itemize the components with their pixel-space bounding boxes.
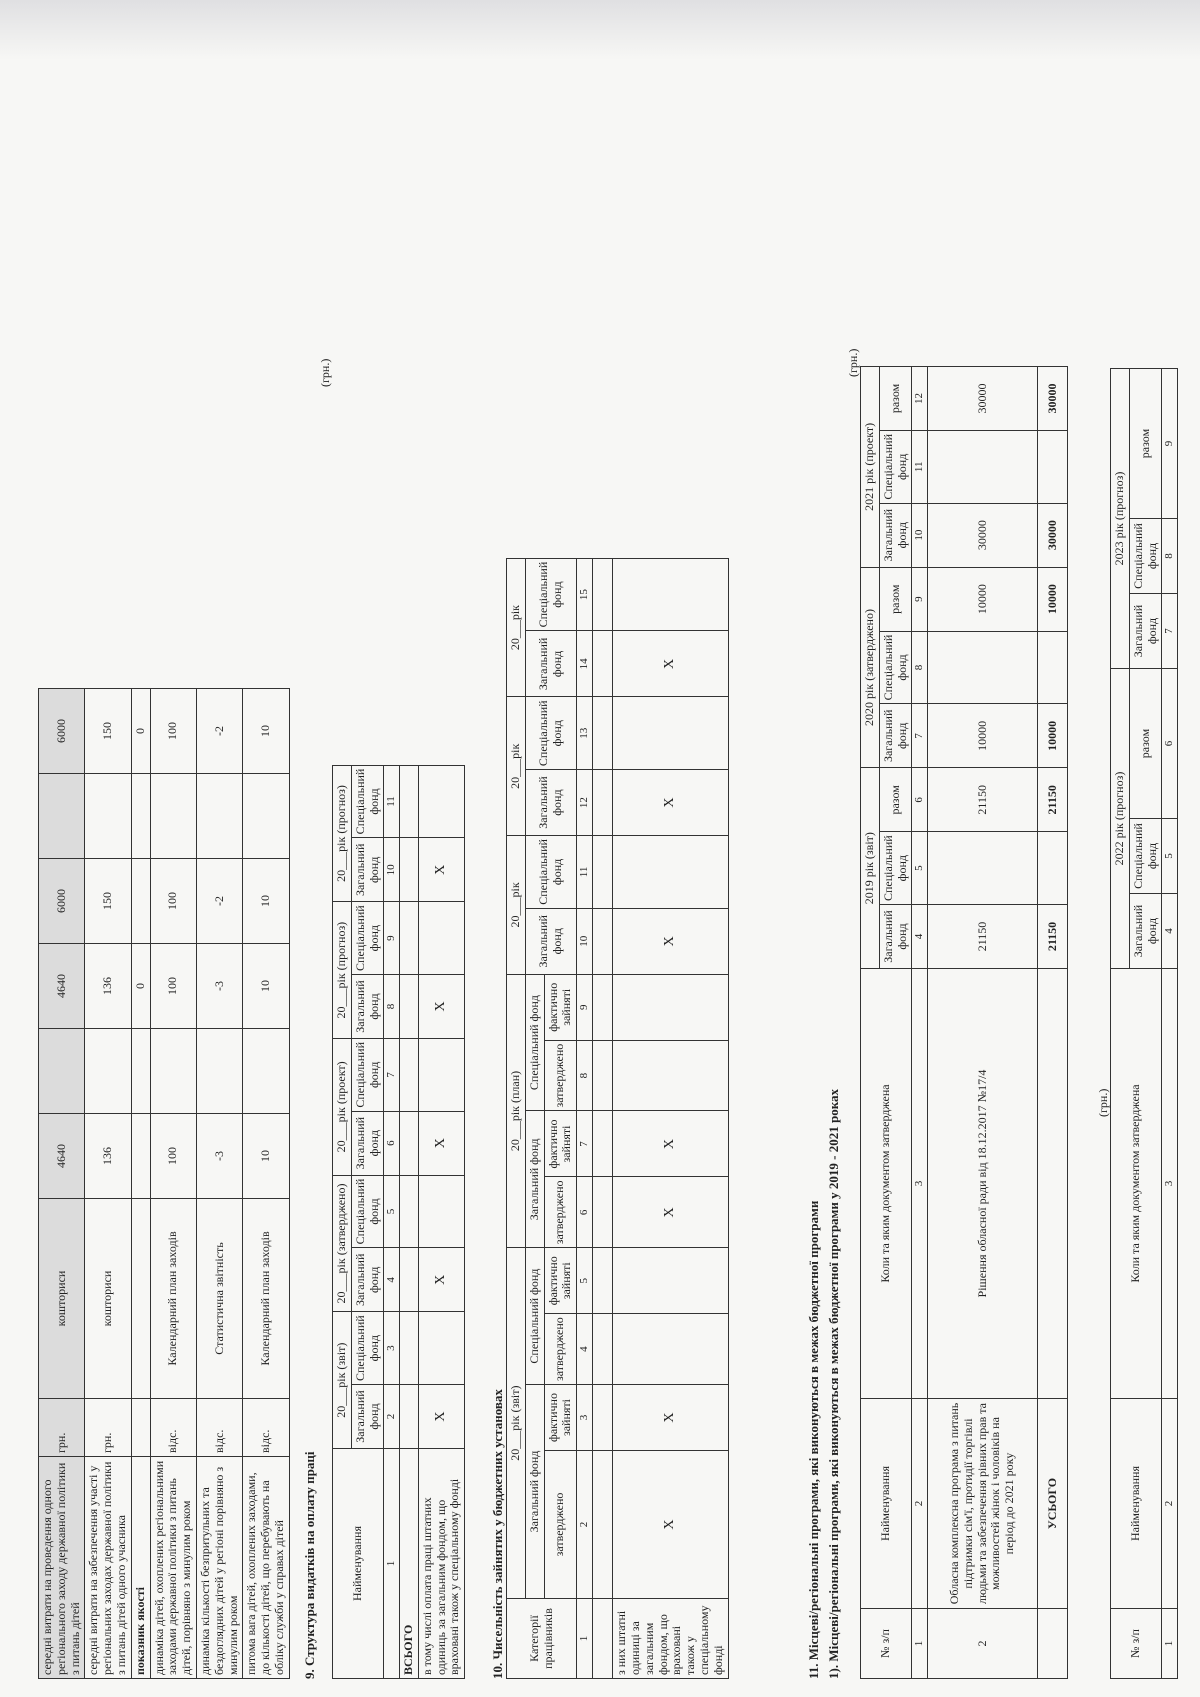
s9-gf: Загальний фонд bbox=[351, 1385, 384, 1449]
s11-value: 30000 bbox=[928, 366, 1038, 430]
indicator-name: динаміка кількості безпритульних та бездоглядних дітей у регіоні порівняно з минулим роком bbox=[196, 1457, 242, 1679]
s11-name: Найменування bbox=[861, 1399, 912, 1609]
s11-idx: 10 bbox=[912, 503, 928, 567]
s10-cross: X bbox=[612, 1385, 728, 1451]
s10-gf: Загальний фонд bbox=[525, 770, 576, 836]
indicator-row bbox=[131, 689, 150, 1679]
indicator-value bbox=[131, 1114, 150, 1199]
s9-idx: 9 bbox=[384, 902, 400, 975]
indicator-value bbox=[196, 1029, 242, 1114]
s9-sf: Спеціальний фонд bbox=[351, 765, 384, 838]
s11-sum: 21150 bbox=[1038, 905, 1068, 969]
s10-idx: 3 bbox=[577, 1385, 593, 1451]
indicator-value bbox=[85, 774, 131, 859]
s9-gf: Загальний фонд bbox=[351, 1111, 384, 1175]
s11-idx: 8 bbox=[912, 631, 928, 704]
indicator-value: 150 bbox=[85, 689, 131, 774]
s10-idx: 14 bbox=[577, 631, 593, 697]
s10-idx: 8 bbox=[577, 1040, 593, 1111]
s10-cross: X bbox=[612, 770, 728, 836]
s10-idx: 7 bbox=[577, 1111, 593, 1177]
s10-year: 20___рік bbox=[507, 836, 526, 975]
s10-year: 20___рік bbox=[507, 558, 526, 697]
s9-cross: X bbox=[418, 1111, 464, 1175]
s11-sum: 21150 bbox=[1038, 768, 1068, 832]
indicator-value: 0 bbox=[131, 689, 150, 774]
indicator-value bbox=[131, 859, 150, 944]
s10-sf: Спеціальний фонд bbox=[525, 974, 544, 1111]
indicator-row bbox=[243, 689, 289, 1679]
s11-sum bbox=[1038, 631, 1068, 704]
indicator-value: -2 bbox=[196, 689, 242, 774]
s11b-sf: Спеціальний фонд bbox=[1129, 819, 1162, 894]
s11-doc: Коли та яким документом затверджена bbox=[861, 969, 912, 1399]
s9-sf: Спеціальний фонд bbox=[351, 1312, 384, 1385]
s11-year: 2021 рік (проект) bbox=[861, 366, 880, 567]
s9-gf: Загальний фонд bbox=[351, 1248, 384, 1312]
s9-sf: Спеціальний фонд bbox=[351, 1175, 384, 1248]
s11b-gf: Загальний фонд bbox=[1129, 894, 1162, 969]
s9-row-desc: в тому числі оплата праці штатних одиниць за загальним фондом, що враховані також у спеціальному фонді bbox=[418, 1449, 464, 1679]
s9-cross: X bbox=[418, 838, 464, 902]
indicator-source: Календарний план заходів bbox=[150, 1199, 196, 1399]
s11-sum: 10000 bbox=[1038, 567, 1068, 631]
s11b-idx: 6 bbox=[1162, 669, 1178, 819]
s10-sf: Спеціальний фонд bbox=[525, 1248, 544, 1385]
section10-block bbox=[506, 558, 729, 1679]
s9-idx: 3 bbox=[384, 1312, 400, 1385]
indicator-value: 10 bbox=[243, 1114, 289, 1199]
s10-idx: 15 bbox=[577, 558, 593, 631]
s11-value: 10000 bbox=[928, 567, 1038, 631]
indicator-value: 100 bbox=[150, 859, 196, 944]
s11-value: 10000 bbox=[928, 704, 1038, 768]
indicator-name: середні витрати на проведення одного регіонального заходу державної політики з питань дітей bbox=[39, 1457, 85, 1679]
indicator-row bbox=[85, 689, 131, 1679]
s10-idx: 5 bbox=[577, 1248, 593, 1314]
indicator-value: 4640 bbox=[39, 1114, 85, 1199]
s10-year: 20___рік bbox=[507, 697, 526, 836]
s9-idx: 4 bbox=[384, 1248, 400, 1312]
s11b-num: № з/п bbox=[1111, 1609, 1162, 1679]
indicator-source: кошториси bbox=[85, 1199, 131, 1399]
s11-gf: Загальний фонд bbox=[879, 503, 912, 567]
s9-idx: 5 bbox=[384, 1175, 400, 1248]
s11b-year: 2022 рік (прогноз) bbox=[1111, 669, 1130, 969]
s10-idx: 1 bbox=[577, 1599, 593, 1679]
s11b-idx: 8 bbox=[1162, 519, 1178, 594]
section11-subtitle: 1). Місцеві/регіональні програми, які виконуються в межах бюджетної програми у 2019 - 2021 роках bbox=[826, 1088, 841, 1679]
s11-sf: Спеціальний фонд bbox=[879, 832, 912, 905]
indicator-source: Статистична звітність bbox=[196, 1199, 242, 1399]
s10-approved: затверджено bbox=[544, 1451, 577, 1599]
s11-sum bbox=[1038, 832, 1068, 905]
indicator-source: Календарний план заходів bbox=[243, 1199, 289, 1399]
s11-idx: 11 bbox=[912, 430, 928, 503]
s10-idx: 12 bbox=[577, 770, 593, 836]
s9-idx: 11 bbox=[384, 765, 400, 838]
s11-gf: Загальний фонд bbox=[879, 704, 912, 768]
indicator-unit: грн. bbox=[39, 1399, 85, 1457]
s11-idx: 12 bbox=[912, 366, 928, 430]
s11-sum: 30000 bbox=[1038, 503, 1068, 567]
indicator-value: -3 bbox=[196, 1114, 242, 1199]
s11b-idx: 7 bbox=[1162, 594, 1178, 669]
s9-idx: 7 bbox=[384, 1038, 400, 1111]
indicator-unit: грн. bbox=[85, 1399, 131, 1457]
indicator-value: 136 bbox=[85, 944, 131, 1029]
indicator-value: 100 bbox=[150, 1114, 196, 1199]
s10-idx: 11 bbox=[577, 836, 593, 909]
s11-idx: 4 bbox=[912, 905, 928, 969]
section11b-block bbox=[1110, 368, 1178, 1679]
s9-idx: 1 bbox=[384, 1449, 400, 1679]
s11b-total: разом bbox=[1129, 369, 1162, 519]
s11-value: 21150 bbox=[928, 905, 1038, 969]
indicator-name: динаміка дітей, охоплених регіональними заходами державної політики з питань дітей, порівняно з минулим роком bbox=[150, 1457, 196, 1679]
s10-category: Категорії працівників bbox=[507, 1599, 577, 1679]
s9-year: 20___рік (звіт) bbox=[333, 1312, 352, 1449]
s11-sum bbox=[1038, 430, 1068, 503]
indicator-value: 150 bbox=[85, 859, 131, 944]
s10-cross: X bbox=[612, 1111, 728, 1177]
s10-actual: фактично зайняті bbox=[544, 974, 577, 1040]
s10-approved: затверджено bbox=[544, 1314, 577, 1385]
s11-gf: Загальний фонд bbox=[879, 905, 912, 969]
s11b-idx: 9 bbox=[1162, 369, 1178, 519]
s11-sf: Спеціальний фонд bbox=[879, 631, 912, 704]
indicator-value: 100 bbox=[150, 944, 196, 1029]
s9-year: 20___рік (проект) bbox=[333, 1038, 352, 1175]
s10-idx: 2 bbox=[577, 1451, 593, 1599]
s10-cross: X bbox=[612, 631, 728, 697]
s9-idx: 6 bbox=[384, 1111, 400, 1175]
s11b-idx: 1 bbox=[1162, 1609, 1178, 1679]
indicator-name: показник якості bbox=[131, 1457, 150, 1679]
s10-idx: 9 bbox=[577, 974, 593, 1040]
s9-name-header: Найменування bbox=[333, 1449, 384, 1679]
s10-idx: 10 bbox=[577, 908, 593, 974]
indicator-row bbox=[196, 689, 242, 1679]
indicator-value: 4640 bbox=[39, 944, 85, 1029]
s11-sum-label: УСЬОГО bbox=[1038, 1399, 1068, 1609]
s10-row-desc: з них штатні одиниці за загальним фондом, що враховані також у спеціальному фонді bbox=[612, 1599, 728, 1679]
s9-gf: Загальний фонд bbox=[351, 838, 384, 902]
s11-idx: 6 bbox=[912, 768, 928, 832]
indicator-value bbox=[196, 774, 242, 859]
s11-value: 30000 bbox=[928, 503, 1038, 567]
indicator-name: середні витрати на забезпечення участі у регіональних заходах державної політики з питань дітей одного учасника bbox=[85, 1457, 131, 1679]
s10-cross: X bbox=[612, 908, 728, 974]
s11b-idx: 3 bbox=[1162, 969, 1178, 1399]
section9-title: 9. Структура видатків на оплату праці bbox=[302, 1451, 317, 1679]
s10-idx: 4 bbox=[577, 1314, 593, 1385]
s9-gf: Загальний фонд bbox=[351, 974, 384, 1038]
indicator-unit: відс. bbox=[196, 1399, 242, 1457]
s11b-idx: 4 bbox=[1162, 894, 1178, 969]
indicator-name: питома вага дітей, охоплених заходами, до кількості дітей, що перебувають на обліку служби у справах дітей bbox=[243, 1457, 289, 1679]
s11-idx: 1 bbox=[912, 1609, 928, 1679]
section9-block bbox=[332, 765, 465, 1679]
s10-gf: Загальний фонд bbox=[525, 908, 576, 974]
indicator-source bbox=[131, 1199, 150, 1399]
s9-total-label: ВСЬОГО bbox=[400, 1449, 419, 1679]
indicator-value: 6000 bbox=[39, 859, 85, 944]
s11-value: 21150 bbox=[928, 768, 1038, 832]
s11-idx: 2 bbox=[912, 1399, 928, 1609]
s10-cross: X bbox=[612, 1177, 728, 1248]
s10-approved: затверджено bbox=[544, 1040, 577, 1111]
indicator-value: 100 bbox=[150, 689, 196, 774]
section11-block bbox=[860, 366, 1068, 1679]
indicator-value: 6000 bbox=[39, 689, 85, 774]
s11-value bbox=[928, 430, 1038, 503]
indicator-row bbox=[150, 689, 196, 1679]
s11b-year: 2023 рік (прогноз) bbox=[1111, 369, 1130, 669]
indicator-unit: відс. bbox=[243, 1399, 289, 1457]
s9-cross: X bbox=[418, 1385, 464, 1449]
indicator-unit bbox=[131, 1399, 150, 1457]
s9-year: 20___рік (прогноз) bbox=[333, 902, 352, 1039]
s11-program-no: 2 bbox=[928, 1609, 1038, 1679]
s10-sf: Спеціальний фонд bbox=[525, 558, 576, 631]
s10-actual: фактично зайняті bbox=[544, 1385, 577, 1451]
s9-year: 20___рік (затверджено) bbox=[333, 1175, 352, 1312]
s11-value bbox=[928, 832, 1038, 905]
s11b-gf: Загальний фонд bbox=[1129, 594, 1162, 669]
indicator-unit: відс. bbox=[150, 1399, 196, 1457]
s11-program-name: Обласна комплексна програма з питань підтримки сім'ї, протидії торгівлі людьми та забезпечення рівних прав та можливостей жінок і чоловіків на період до 2021 року bbox=[928, 1399, 1038, 1609]
section10-title: 10. Чисельність зайнятих у бюджетних установах bbox=[490, 1389, 505, 1679]
s9-idx: 2 bbox=[384, 1385, 400, 1449]
s11-sum: 10000 bbox=[1038, 704, 1068, 768]
s11-year: 2020 рік (затверджено) bbox=[861, 567, 880, 768]
s10-approved: затверджено bbox=[544, 1177, 577, 1248]
indicator-value: -2 bbox=[196, 859, 242, 944]
s10-gf: Загальний фонд bbox=[525, 631, 576, 697]
s10-idx: 13 bbox=[577, 697, 593, 770]
section11b-unit: (грн.) bbox=[1096, 1088, 1110, 1117]
indicator-value: -3 bbox=[196, 944, 242, 1029]
s11-value bbox=[928, 631, 1038, 704]
s10-gf: Загальний фонд bbox=[525, 1111, 544, 1248]
s11b-total: разом bbox=[1129, 669, 1162, 819]
section9-unit: (грн.) bbox=[318, 358, 332, 387]
s11b-sf: Спеціальний фонд bbox=[1129, 519, 1162, 594]
indicator-value bbox=[39, 1029, 85, 1114]
section11-unit: (грн.) bbox=[846, 348, 860, 377]
s10-actual: фактично зайняті bbox=[544, 1248, 577, 1314]
indicator-value bbox=[150, 1029, 196, 1114]
section11-title: 11. Місцеві/регіональні програми, які виконуються в межах бюджетної програми bbox=[806, 1200, 821, 1679]
s11-idx: 5 bbox=[912, 832, 928, 905]
indicators-table bbox=[38, 688, 290, 1679]
s9-idx: 10 bbox=[384, 838, 400, 902]
s11-idx: 3 bbox=[912, 969, 928, 1399]
s11-idx: 7 bbox=[912, 704, 928, 768]
section10-table bbox=[506, 558, 729, 1679]
s10-year: 20___рік (звіт) bbox=[507, 1248, 526, 1599]
s9-idx: 8 bbox=[384, 974, 400, 1038]
s11-total: разом bbox=[879, 768, 912, 832]
indicator-value: 0 bbox=[131, 944, 150, 1029]
s10-idx: 6 bbox=[577, 1177, 593, 1248]
indicator-value: 10 bbox=[243, 944, 289, 1029]
s11-idx: 9 bbox=[912, 567, 928, 631]
s11-sum: 30000 bbox=[1038, 366, 1068, 430]
s11-sf: Спеціальний фонд bbox=[879, 430, 912, 503]
section9-table bbox=[332, 765, 465, 1679]
indicator-value bbox=[131, 1029, 150, 1114]
indicator-value: 10 bbox=[243, 859, 289, 944]
s11b-idx: 2 bbox=[1162, 1399, 1178, 1609]
s9-sf: Спеціальний фонд bbox=[351, 1038, 384, 1111]
indicator-value bbox=[39, 774, 85, 859]
s9-sf: Спеціальний фонд bbox=[351, 902, 384, 975]
indicators-block bbox=[38, 688, 290, 1679]
s10-gf: Загальний фонд bbox=[525, 1385, 544, 1599]
s11-total: разом bbox=[879, 366, 912, 430]
s10-year: 20___рік (план) bbox=[507, 974, 526, 1248]
s9-cross: X bbox=[418, 1248, 464, 1312]
s11b-name: Найменування bbox=[1111, 1399, 1162, 1609]
s10-actual: фактично зайняті bbox=[544, 1111, 577, 1177]
indicator-value: 10 bbox=[243, 689, 289, 774]
indicator-value: 136 bbox=[85, 1114, 131, 1199]
indicator-row bbox=[39, 689, 85, 1679]
s11-year: 2019 рік (звіт) bbox=[861, 768, 880, 969]
section11b-table bbox=[1110, 368, 1178, 1679]
s11-program-doc: Рішення обласної ради від 18.12.2017 №17/4 bbox=[928, 969, 1038, 1399]
indicator-value bbox=[243, 774, 289, 859]
s10-sf: Спеціальний фонд bbox=[525, 836, 576, 909]
indicator-value bbox=[150, 774, 196, 859]
s11-num: № з/п bbox=[861, 1609, 912, 1679]
s9-cross: X bbox=[418, 974, 464, 1038]
s10-cross: X bbox=[612, 1451, 728, 1599]
s10-sf: Спеціальний фонд bbox=[525, 697, 576, 770]
s11b-idx: 5 bbox=[1162, 819, 1178, 894]
indicator-source: кошториси bbox=[39, 1199, 85, 1399]
s11b-doc: Коли та яким документом затверджена bbox=[1111, 969, 1162, 1399]
s11-total: разом bbox=[879, 567, 912, 631]
section11-table bbox=[860, 366, 1068, 1679]
indicator-value bbox=[243, 1029, 289, 1114]
indicator-value bbox=[131, 774, 150, 859]
indicator-value bbox=[85, 1029, 131, 1114]
s9-year: 20___рік (прогноз) bbox=[333, 765, 352, 902]
